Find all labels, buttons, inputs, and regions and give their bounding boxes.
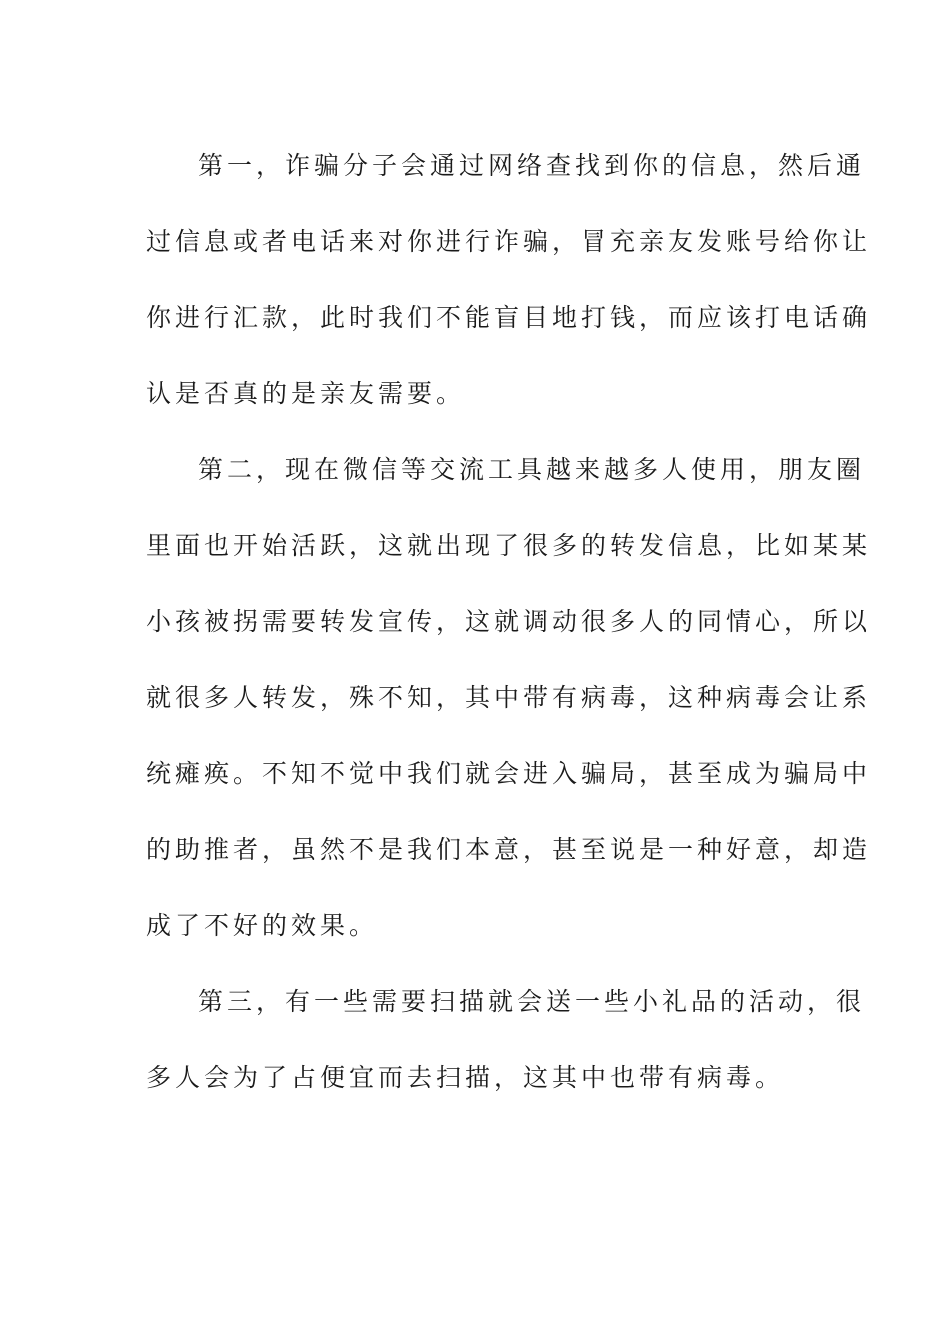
paragraph-2-line-1: 第二，现在微信等交流工具越来越多人使用，朋友圈: [198, 455, 866, 484]
paragraph-3-line-1: 第三，有一些需要扫描就会送一些小礼品的活动，很: [198, 987, 866, 1016]
paragraph-1-line-4: 认是否真的是亲友需要。: [146, 379, 466, 408]
paragraph-2-line-5: 统瘫痪。不知不觉中我们就会进入骗局，甚至成为骗局中: [146, 759, 872, 788]
paragraph-1-line-3: 你进行汇款，此时我们不能盲目地打钱，而应该打电话确: [146, 303, 872, 332]
paragraph-2-line-3: 小孩被拐需要转发宣传，这就调动很多人的同情心，所以: [146, 607, 872, 636]
paragraph-2-line-2: 里面也开始活跃，这就出现了很多的转发信息，比如某某: [146, 531, 872, 560]
paragraph-2-line-6: 的助推者，虽然不是我们本意，甚至说是一种好意，却造: [146, 835, 872, 864]
paragraph-2-line-4: 就很多人转发，殊不知，其中带有病毒，这种病毒会让系: [146, 683, 872, 712]
paragraph-3-line-2: 多人会为了占便宜而去扫描，这其中也带有病毒。: [146, 1063, 785, 1092]
paragraph-1-line-2: 过信息或者电话来对你进行诈骗，冒充亲友发账号给你让: [146, 227, 872, 256]
paragraph-1-line-1: 第一，诈骗分子会通过网络查找到你的信息，然后通: [198, 151, 866, 180]
document-body: [146, 128, 872, 1116]
paragraph-2-line-7: 成了不好的效果。: [146, 911, 379, 940]
